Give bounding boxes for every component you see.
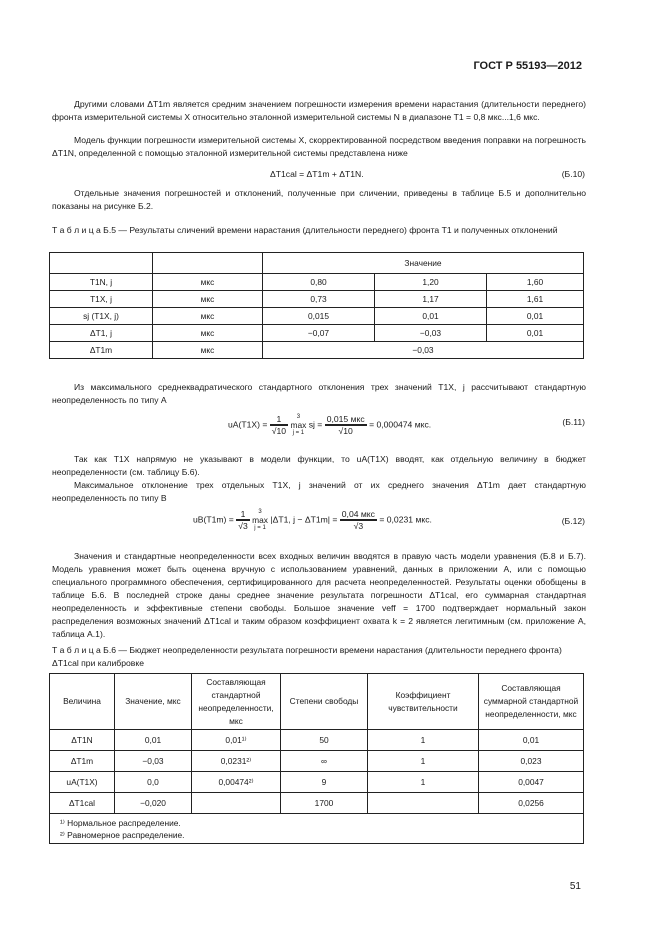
table-row — [50, 751, 584, 772]
table-row — [50, 793, 584, 814]
table-cell: ΔT1, j — [50, 325, 153, 342]
table-b5 — [49, 252, 584, 359]
table-cell: 0,01 — [479, 730, 584, 751]
table-cell: мкс — [153, 274, 263, 291]
table-cell: 0,01 — [487, 325, 584, 342]
table-cell: мкс — [153, 291, 263, 308]
paragraph-3: Отдельные значения погрешностей и отклонений, полученные при сличении, приведены в таблице Б.5 и дополнительно показаны на рисунке Б.2. — [52, 188, 586, 211]
table-cell: 0,0 — [115, 772, 192, 793]
table-b6 — [49, 673, 584, 844]
paragraph-1: Другими словами ΔT1m является средним значением погрешности измерения времени нарастания (длительности переднего) фронта измерительной системы X относительно эталонной измерительной системы N в диапазоне T1 = 0,8 мкс...1,6 мкс. — [52, 99, 586, 122]
table-header: Составляющая стандартной неопределенности, мкс — [192, 674, 281, 730]
table-row — [50, 291, 584, 308]
table-cell: sj (T1X, j) — [50, 308, 153, 325]
equation-b11: uA(T1X) = $\frac{1}{√10}$ 3 max j = 1 sj = $\frac{\text{0,015 мкс}}{√10}$ = 0,000474 мкс. — [228, 414, 432, 436]
table-row — [50, 342, 584, 359]
table-header: Составляющая суммарной стандартной неопределенности, мкс — [479, 674, 584, 730]
table-header: Коэффициент чувствительности — [368, 674, 479, 730]
table-cell: 0,0231²⁾ — [192, 751, 281, 772]
table-cell: −0,03 — [375, 325, 487, 342]
table-cell: 0,0047 — [479, 772, 584, 793]
paragraph-4: Из максимального среднеквадратического стандартного отклонения трех значений T1X, j рассчитывают стандартную неопределенность по типу А — [52, 382, 586, 405]
table-cell: 0,73 — [263, 291, 375, 308]
table-cell: uA(T1X) — [50, 772, 115, 793]
table-row — [50, 730, 584, 751]
table-header: Степени свободы — [281, 674, 368, 730]
table-cell: 1 — [368, 772, 479, 793]
standard-number: ГОСТ Р 55193—2012 — [473, 60, 582, 72]
note-2: ²⁾ Равномерное распределение. — [60, 829, 185, 840]
table-header: Величина — [50, 674, 115, 730]
table-notes — [50, 814, 584, 844]
table-cell: 9 — [281, 772, 368, 793]
table-cell: 1,20 — [375, 274, 487, 291]
table-cell: 0,0256 — [479, 793, 584, 814]
table-header: Значение — [263, 253, 584, 274]
equation-b10: ΔT1cal = ΔT1m + ΔT1N. — [270, 169, 364, 179]
table-header: Значение, мкс — [115, 674, 192, 730]
table-row — [50, 325, 584, 342]
table-cell: −0,03 — [115, 751, 192, 772]
table-cell — [50, 253, 153, 274]
table-cell: 1,61 — [487, 291, 584, 308]
table-cell: 0,01¹⁾ — [192, 730, 281, 751]
paragraph-5: Так как T1X напрямую не указывают в модели функции, то uA(T1X) вводят, как отдельную величину в бюджет неопределенности (см. таблицу Б.6). — [52, 454, 586, 477]
table-cell: 0,015 — [263, 308, 375, 325]
table-b6-caption: Т а б л и ц а Б.6 — Бюджет неопределенности результата погрешности времени нарастания (длительности переднего фронта) ΔT1cal при калибровке — [52, 645, 562, 668]
table-cell: 0,023 — [479, 751, 584, 772]
table-cell: мкс — [153, 308, 263, 325]
note-1: ¹⁾ Нормальное распределение. — [60, 817, 181, 828]
table-cell: 0,01 — [375, 308, 487, 325]
table-cell: −0,07 — [263, 325, 375, 342]
table-cell: 1 — [368, 751, 479, 772]
table-cell: ΔT1m — [50, 342, 153, 359]
table-cell — [368, 793, 479, 814]
table-cell: ΔT1N — [50, 730, 115, 751]
equation-b12-number: (Б.12) — [561, 516, 585, 526]
table-cell: 0,80 — [263, 274, 375, 291]
table-cell: 50 — [281, 730, 368, 751]
table-cell: ΔT1m — [50, 751, 115, 772]
table-cell: T1N, j — [50, 274, 153, 291]
table-cell: ∞ — [281, 751, 368, 772]
equation-b12: uB(T1m) = $\frac{1}{√3}$ 3 max j = 1 |ΔT1, j − ΔT1m| = $\frac{\text{0,04 мкс}}{√3}$ = 0,0231 мкс. — [193, 509, 432, 531]
table-b5-caption: Т а б л и ц а Б.5 — Результаты сличений времени нарастания (длительности переднего) фронта T1 и полученных отклонений — [52, 225, 558, 235]
table-row — [50, 772, 584, 793]
table-cell: мкс — [153, 342, 263, 359]
table-cell: 1,60 — [487, 274, 584, 291]
table-row — [50, 274, 584, 291]
table-cell: 1 — [368, 730, 479, 751]
table-cell: −0,020 — [115, 793, 192, 814]
table-cell: −0,03 — [263, 342, 584, 359]
page-number: 51 — [569, 881, 581, 892]
table-cell — [192, 793, 281, 814]
table-cell: 1,17 — [375, 291, 487, 308]
table-cell: 0,00474²⁾ — [192, 772, 281, 793]
table-cell: T1X, j — [50, 291, 153, 308]
paragraph-7: Значения и стандартные неопределенности всех входных величин вводятся в правую часть модели уравнения (Б.8 и Б.7). Модель уравнения может быть оценена вручную с использованием уравнений, данных в приложении А, или с помощью специального программного обеспечения, сертифицированного для расчета неопределенностей. Результаты оценки обобщены в таблице Б.6. В последней строке даны среднее значение результата погрешности ΔT1cal, его суммарная стандартная неопределенность и эффективные степени свободы. Большое значение veff = 1700 подтверждает нормальный закон распределения возможных значений ΔT1cal и таким образом коэффициент охвата k = 2 является легитимным (см. приложение А, таблица А.1). — [52, 551, 586, 639]
table-cell: 0,01 — [487, 308, 584, 325]
equation-b11-number: (Б.11) — [562, 417, 585, 427]
table-cell: 1700 — [281, 793, 368, 814]
table-cell: мкс — [153, 325, 263, 342]
paragraph-2: Модель функции погрешности измерительной системы X, скорректированной посредством введения поправки на погрешность ΔT1N, определенной с помощью эталонной измерительной системы представлена ниже — [52, 135, 586, 158]
table-cell — [153, 253, 263, 274]
table-row — [50, 308, 584, 325]
table-cell: 0,01 — [115, 730, 192, 751]
paragraph-6: Максимальное отклонение трех отдельных T1X, j значений от их среднего значения ΔT1m дает стандартную неопределенность по типу В — [52, 480, 586, 503]
equation-b10-number: (Б.10) — [561, 169, 585, 179]
table-cell: ΔT1cal — [50, 793, 115, 814]
